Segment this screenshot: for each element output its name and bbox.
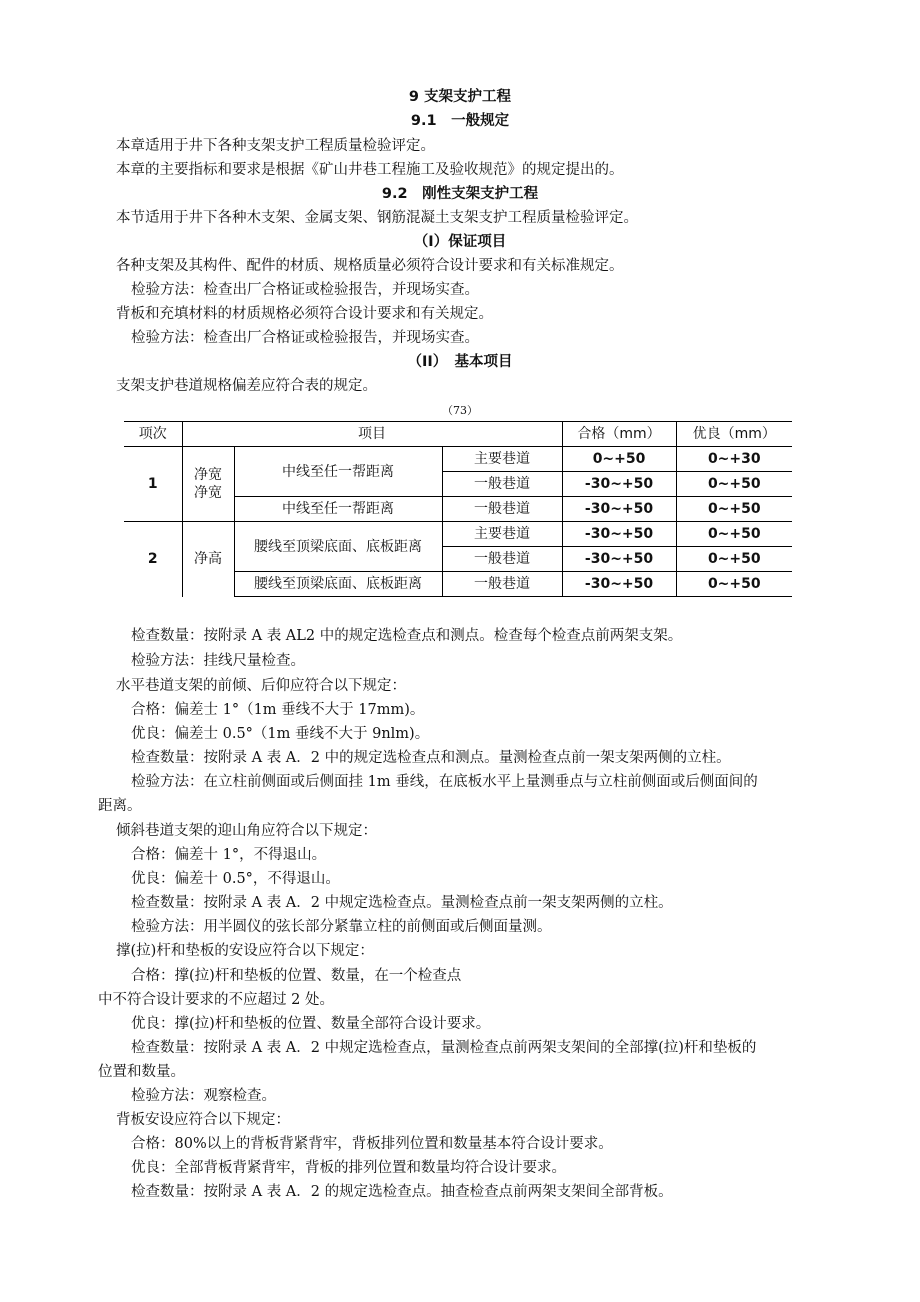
paragraph: 检查数量：按附录 A 表 A．2 中的规定选检查点和测点。量测检查点前一架支架两侧的立柱。 [131, 750, 731, 766]
deviation-table [124, 421, 792, 597]
paragraph: 位置和数量。 [98, 1064, 185, 1080]
paragraph: 检查数量：按附录 A 表 A．2 中规定选检查点，量测检查点前两架支架间的全部撑(拉)杆和垫板的 [131, 1040, 757, 1056]
paragraph: 合格：偏差士 1°（1m 垂线不大于 17mm)。 [131, 702, 425, 718]
paragraph: 优良：偏差十 0.5°，不得退山。 [131, 871, 340, 887]
paragraph: 撑(拉)杆和垫板的安设应符合以下规定： [116, 943, 374, 959]
good-tolerance: 0~+50 [676, 522, 792, 547]
roadway-type: 一般巷道 [442, 547, 562, 572]
header-cell: 项目 [182, 422, 562, 447]
paragraph: 检验方法：检查出厂合格证或检验报告，并现场实查。 [131, 282, 479, 298]
item-cell: 中线至任一帮距离 [234, 447, 442, 497]
header-cell: 优良（mm） [676, 422, 792, 447]
pass-tolerance: -30~+50 [562, 472, 676, 497]
subsection-heading: （II） 基本项目 [407, 354, 513, 370]
paragraph: 中不符合设计要求的不应超过 2 处。 [98, 992, 334, 1008]
section-heading: 9.2 刚性支架支护工程 [381, 186, 539, 202]
table-row [124, 447, 792, 472]
section-heading: 9.1 一般规定 [410, 113, 510, 129]
roadway-type: 一般巷道 [442, 472, 562, 497]
table-header-row [124, 422, 792, 447]
paragraph: 优良：全部背板背紧背牢，背板的排列位置和数量均符合设计要求。 [131, 1160, 566, 1176]
pass-tolerance: -30~+50 [562, 497, 676, 522]
pass-tolerance: 0~+50 [562, 447, 676, 472]
good-tolerance: 0~+50 [676, 572, 792, 597]
paragraph: 检查数量：按附录 A 表 AL2 中的规定选检查点和测点。检查每个检查点前两架支架。 [131, 628, 683, 644]
good-tolerance: 0~+50 [676, 472, 792, 497]
good-tolerance: 0~+50 [676, 497, 792, 522]
item-cell: 腰线至顶梁底面、底板距离 [234, 522, 442, 572]
roadway-type: 一般巷道 [442, 572, 562, 597]
roadway-type: 一般巷道 [442, 497, 562, 522]
paragraph: 合格：撑(拉)杆和垫板的位置、数量，在一个检查点 [131, 968, 462, 984]
paragraph: 合格：偏差十 1°，不得退山。 [131, 847, 327, 863]
paragraph: 本节适用于井下各种木支架、金属支架、钢筋混凝土支架支护工程质量检验评定。 [116, 210, 638, 226]
category-cell: 净宽 净宽 [182, 447, 234, 522]
subsection-heading: （I）保证项目 [413, 234, 507, 250]
paragraph: 优良：撑(拉)杆和垫板的位置、数量全部符合设计要求。 [131, 1016, 491, 1032]
paragraph: 检验方法：挂线尺量检查。 [131, 653, 305, 669]
paragraph: 距离。 [98, 798, 142, 814]
paragraph: 背板和充填材料的材质规格必须符合设计要求和有关规定。 [116, 306, 493, 322]
chapter-title: 9 支架支护工程 [408, 89, 512, 105]
paragraph: 检查数量：按附录 A 表 A．2 中规定选检查点。量测检查点前一架支架两侧的立柱。 [131, 895, 673, 911]
paragraph: 检验方法：观察检查。 [131, 1088, 276, 1104]
paragraph: 倾斜巷道支架的迎山角应符合以下规定： [116, 823, 377, 839]
paragraph: 检验方法：用半圆仪的弦长部分紧靠立柱的前侧面或后侧面量测。 [131, 919, 552, 935]
header-cell: 合格（mm） [562, 422, 676, 447]
paragraph: 支架支护巷道规格偏差应符合表的规定。 [116, 378, 377, 394]
table-row [124, 522, 792, 547]
paragraph: 背板安设应符合以下规定： [116, 1112, 290, 1128]
paragraph: 水平巷道支架的前倾、后仰应符合以下规定： [116, 678, 406, 694]
good-tolerance: 0~+30 [676, 447, 792, 472]
paragraph: 合格：80%以上的背板背紧背牢，背板排列位置和数量基本符合设计要求。 [131, 1136, 613, 1152]
pass-tolerance: -30~+50 [562, 522, 676, 547]
item-number: 2 [124, 522, 182, 597]
paragraph: 优良：偏差士 0.5°（1m 垂线不大于 9nlm)。 [131, 726, 430, 742]
item-cell: 腰线至顶梁底面、底板距离 [234, 572, 442, 597]
pass-tolerance: -30~+50 [562, 547, 676, 572]
category-cell: 净高 [182, 522, 234, 597]
paragraph: 检验方法：检查出厂合格证或检验报告，并现场实查。 [131, 330, 479, 346]
paragraph: 本章适用于井下各种支架支护工程质量检验评定。 [116, 138, 435, 154]
roadway-type: 主要巷道 [442, 447, 562, 472]
header-cell: 项次 [124, 422, 182, 447]
paragraph: 本章的主要指标和要求是根据《矿山井巷工程施工及验收规范》的规定提出的。 [116, 162, 624, 178]
paragraph: 各种支架及其构件、配件的材质、规格质量必须符合设计要求和有关标准规定。 [116, 258, 624, 274]
paragraph: 检验方法：在立柱前侧面或后侧面挂 1m 垂线，在底板水平上量测垂点与立柱前侧面或后侧面间的 [131, 774, 758, 790]
pass-tolerance: -30~+50 [562, 572, 676, 597]
roadway-type: 主要巷道 [442, 522, 562, 547]
paragraph: 检查数量：按附录 A 表 A．2 的规定选检查点。抽查检查点前两架支架间全部背板。 [131, 1184, 673, 1200]
good-tolerance: 0~+50 [676, 547, 792, 572]
item-number: 1 [147, 476, 158, 492]
item-cell: 中线至任一帮距离 [234, 497, 442, 522]
table-caption: （73） [442, 404, 478, 417]
